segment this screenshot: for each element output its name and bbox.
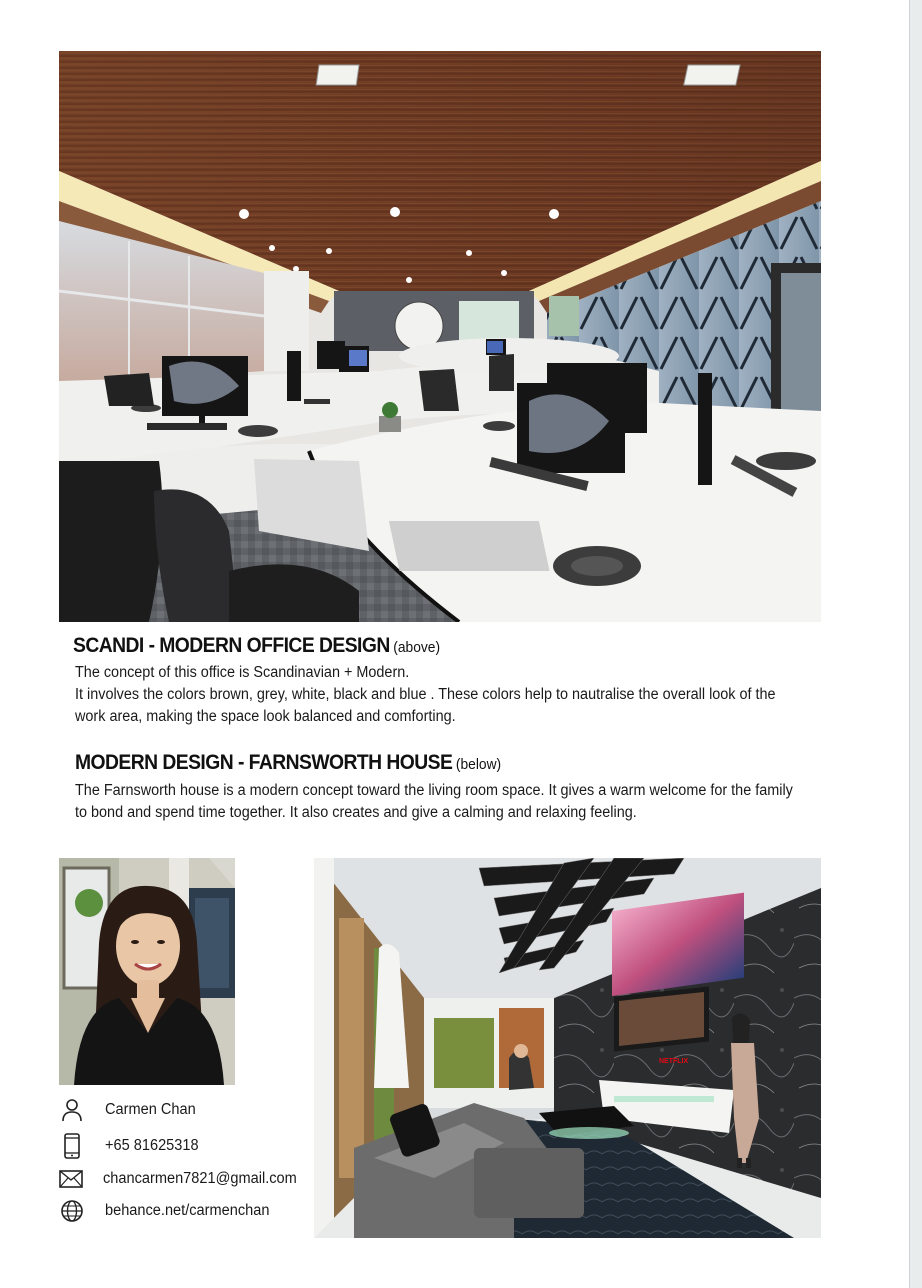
farnsworth-living-room-image [314,858,821,1238]
section2-heading [75,751,501,775]
contact-phone: +65 81625318 [105,1137,199,1154]
section1-line: The concept of this office is Scandinavian + Modern. [75,664,410,681]
section1-line: It involves the colors brown, grey, white, black and blue . These colors help to nautralise the overall look of the work area, making the space look balanced and comforting. [75,686,776,725]
contact-email-row [59,1166,309,1192]
profile-photo [59,858,235,1085]
contact-website-row [59,1198,309,1224]
contact-email[interactable]: chancarmen7821@gmail.com [103,1170,297,1187]
office-render-image [59,51,821,622]
section2-note: (below) [455,756,502,773]
mail-icon [59,1166,83,1192]
section1-note: (above) [393,639,441,656]
contact-phone-row [59,1133,309,1159]
section1-description [75,662,810,728]
section2-title: MODERN DESIGN - FARNSWORTH HOUSE [75,751,453,774]
contact-name-row [59,1097,309,1123]
globe-icon [59,1198,85,1224]
section1-title: SCANDI - MODERN OFFICE DESIGN [73,634,390,657]
person-icon [59,1097,85,1123]
section2-description [75,780,805,824]
phone-icon [59,1133,85,1159]
tv-logo: NETFLIX [659,1058,689,1065]
contact-name: Carmen Chan [105,1101,196,1118]
section1-heading [73,634,440,658]
section2-line: The Farnsworth house is a modern concept toward the living room space. It gives a warm welcome for the family to bond and spend time together. It also creates and give a calming and relaxing feeling. [75,782,793,821]
contact-website[interactable]: behance.net/carmenchan [105,1202,270,1219]
